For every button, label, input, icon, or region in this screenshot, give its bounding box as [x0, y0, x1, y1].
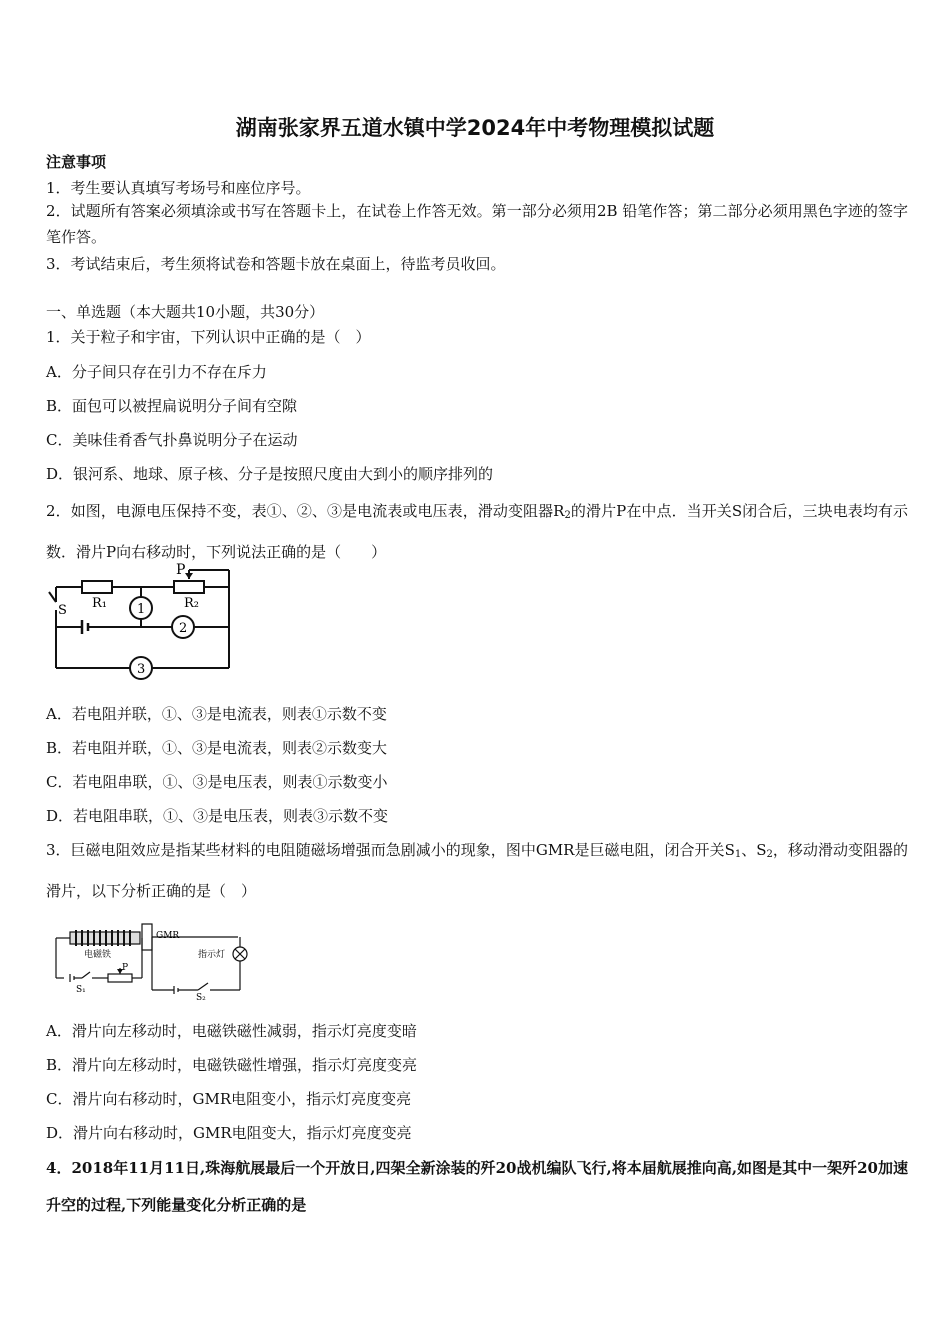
- label-electromagnet: 电磁铁: [84, 950, 112, 960]
- question-1-option-d: D．银河系、地球、原子核、分子是按照尺度由大到小的顺序排列的: [46, 465, 494, 483]
- label-s1: S₁: [76, 985, 86, 995]
- question-2-option-c: C．若电阻串联，①、③是电压表，则表①示数变小: [46, 773, 388, 791]
- question-3-stem: 3．巨磁电阻效应是指某些材料的电阻随磁场增强而急剧减小的现象，图中GMR是巨磁电阻，闭合开关$S_1$、$S_2$，移动滑动变阻器的滑片，以下分析正确的是（ ）: [46, 841, 908, 900]
- question-2-circuit-figure: [44, 562, 239, 680]
- question-3-option-c: C．滑片向右移动时，GMR电阻变小，指示灯亮度变亮: [46, 1090, 412, 1108]
- question-1-option-a: A．分子间只存在引力不存在斥力: [46, 363, 267, 381]
- section-heading: 一、单选题（本大题共10小题，共30分）: [46, 303, 325, 321]
- meter-3-label: 3: [137, 662, 146, 677]
- notice-item-2: 2．试题所有答案必须填涂或书写在答题卡上，在试卷上作答无效。第一部分必须用2B 铅笔作答；第二部分必须用黑色字迹的签字笔作答。: [46, 202, 908, 246]
- question-2-option-d: D．若电阻串联，①、③是电压表，则表③示数不变: [46, 807, 389, 825]
- question-3-gmr-figure: [50, 918, 260, 1000]
- question-1-option-c: C．美味佳肴香气扑鼻说明分子在运动: [46, 431, 298, 449]
- question-2-option-b: B．若电阻并联，①、③是电流表，则表②示数变大: [46, 739, 388, 757]
- meter-2-label: 2: [179, 621, 188, 636]
- label-s: S: [58, 603, 67, 618]
- label-r2: R₂: [184, 596, 199, 611]
- meter-1-label: 1: [137, 602, 146, 617]
- question-3-option-d: D．滑片向右移动时，GMR电阻变大，指示灯亮度变亮: [46, 1124, 412, 1142]
- slider-arrow-icon: [185, 573, 193, 579]
- question-2-stem: 2．如图，电源电压保持不变，表①、②、③是电流表或电压表，滑动变阻器$R_2$的滑片P在中点．当开关S闭合后，三块电表均有示数．滑片P向右移动时，下列说法正确的是（ ）: [46, 502, 909, 561]
- question-1-stem: 1．关于粒子和宇宙，下列认识中正确的是（ ）: [46, 328, 371, 346]
- label-p: P: [176, 562, 186, 578]
- label-gmr: GMR: [156, 931, 180, 941]
- label-r1: R₁: [92, 596, 107, 611]
- question-3-option-a: A．滑片向左移动时，电磁铁磁性减弱，指示灯亮度变暗: [46, 1022, 417, 1040]
- notice-item-1: 1．考生要认真填写考场号和座位序号。: [46, 179, 311, 197]
- page-title: 湖南张家界五道水镇中学2024年中考物理模拟试题: [235, 116, 715, 140]
- notice-heading: 注意事项: [46, 153, 107, 171]
- question-2-option-a: A．若电阻并联，①、③是电流表，则表①示数不变: [46, 705, 387, 723]
- question-3-option-b: B．滑片向左移动时，电磁铁磁性增强，指示灯亮度变亮: [46, 1056, 418, 1074]
- label-indicator-lamp: 指示灯: [198, 950, 226, 960]
- notice-item-3: 3．考试结束后，考生须将试卷和答题卡放在桌面上，待监考员收回。: [46, 255, 506, 273]
- label-s2: S₂: [196, 993, 206, 1000]
- question-4-stem: 4．2018年11月11日,珠海航展最后一个开放日,四架全新涂装的歼20战机编队飞行,将本届航展推向高,如图是其中一架歼20加速升空的过程,下列能量变化分析正确的是: [46, 1159, 908, 1214]
- label-p: P: [122, 963, 129, 973]
- question-1-option-b: B．面包可以被捏扁说明分子间有空隙: [46, 397, 298, 415]
